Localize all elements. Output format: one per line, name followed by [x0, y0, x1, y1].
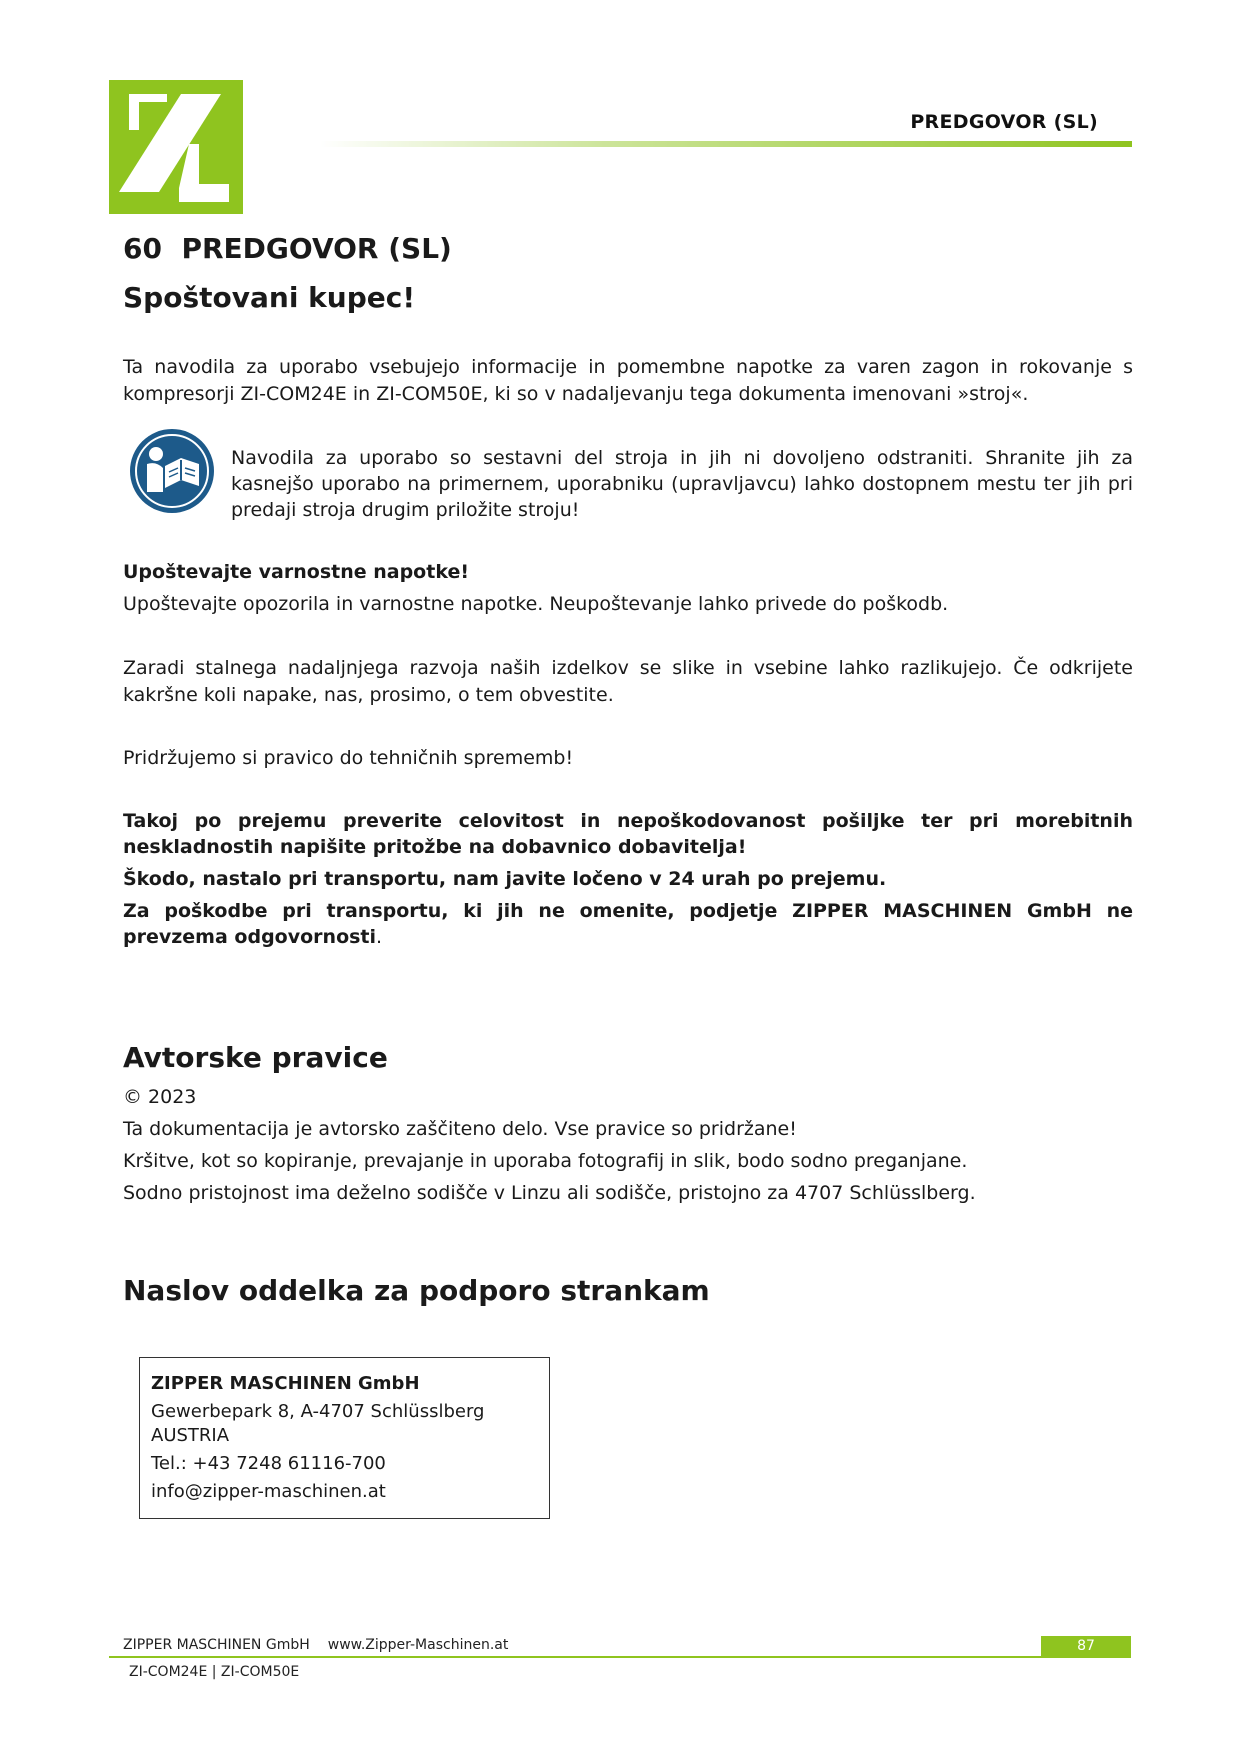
zipper-logo [109, 80, 243, 214]
support-title: Naslov oddelka za podporo strankam [123, 1274, 710, 1307]
shipping-report: Škodo, nastalo pri transportu, nam javite ločeno v 24 urah po prejemu. [123, 868, 887, 890]
technical-changes-notice: Pridržujemo si pravico do tehničnih sprememb! [123, 747, 574, 769]
support-address-box [139, 1357, 550, 1519]
greeting: Spoštovani kupec! [123, 281, 416, 314]
read-manual-icon [129, 428, 215, 514]
copyright-line-1: Ta dokumentacija je avtorsko zaščiteno delo. Vse pravice so pridržane! [123, 1118, 797, 1140]
footer-models: ZI-COM24E | ZI-COM50E [129, 1664, 300, 1680]
development-notice: Zaradi stalnega nadaljnjega razvoja naših izdelkov se slike in vsebine lahko razlikujejo. Če odkrijete kakršne koli napake, nas, prosimo, o tem obvestite. [123, 657, 1133, 706]
header-divider [320, 141, 1132, 147]
footer-website[interactable]: www.Zipper-Maschinen.at [327, 1637, 509, 1653]
shipping-liability-end: . [376, 926, 383, 948]
shipping-check: Takoj po prejemu preverite celovitost in nepoškodovanost pošiljke ter pri morebitnih neskladnostih napišite pritožbe na dobavnico dobavitelja! [123, 810, 1133, 858]
shipping-liability [123, 898, 1133, 950]
copyright-year: © 2023 [123, 1086, 197, 1108]
safety-text: Upoštevajte opozorila in varnostne napotke. Neupoštevanje lahko privede do poškodb. [123, 593, 949, 615]
support-company: ZIPPER MASCHINEN GmbH [151, 1373, 420, 1394]
copyright-line-3: Sodno pristojnost ima deželno sodišče v Linzu ali sodišče, pristojno za 4707 Schlüsslberg. [123, 1182, 976, 1204]
copyright-title: Avtorske pravice [123, 1041, 388, 1074]
copyright-line-2: Kršitve, kot so kopiranje, prevajanje in uporaba fotografij in slik, bodo sodno preganjane. [123, 1150, 968, 1172]
page-number: 87 [1041, 1636, 1131, 1656]
shipping-notice [123, 808, 1133, 956]
intro-paragraph: Ta navodila za uporabo vsebujejo informacije in pomembne napotke za varen zagon in rokovanje s kompresorji ZI-COM24E in ZI-COM50E, ki so v nadaljevanju tega dokumenta imenovani »stroj«. [123, 356, 1133, 405]
manual-notice: Navodila za uporabo so sestavni del stroja in jih ni dovoljeno odstraniti. Shranite jih za kasnejšo uporabo na primernem, uporabniku (upravljavcu) lahko dostopnem mestu ter jih pri predaji stroja drugim priložite stroju! [231, 447, 1133, 521]
shipping-liability-text: Za poškodbe pri transportu, ki jih ne omenite, podjetje ZIPPER MASCHINEN GmbH ne prevzema odgovornosti [123, 900, 1133, 948]
section-title-text: PREDGOVOR (SL) [181, 232, 452, 265]
safety-title: Upoštevajte varnostne napotke! [123, 561, 469, 583]
footer-divider [109, 1656, 1131, 1658]
section-title [123, 232, 1133, 265]
copyright-text [123, 1081, 1133, 1209]
header-title: PREDGOVOR (SL) [910, 111, 1098, 133]
support-email[interactable]: info@zipper-maschinen.at [151, 1481, 386, 1502]
section-number: 60 [123, 232, 162, 265]
footer-company: ZIPPER MASCHINEN GmbH [123, 1637, 310, 1653]
footer-info [123, 1637, 526, 1653]
support-phone: Tel.: +43 7248 61116-700 [151, 1453, 386, 1474]
support-country: AUSTRIA [151, 1425, 230, 1446]
support-street: Gewerbepark 8, A-4707 Schlüsslberg [151, 1401, 485, 1422]
